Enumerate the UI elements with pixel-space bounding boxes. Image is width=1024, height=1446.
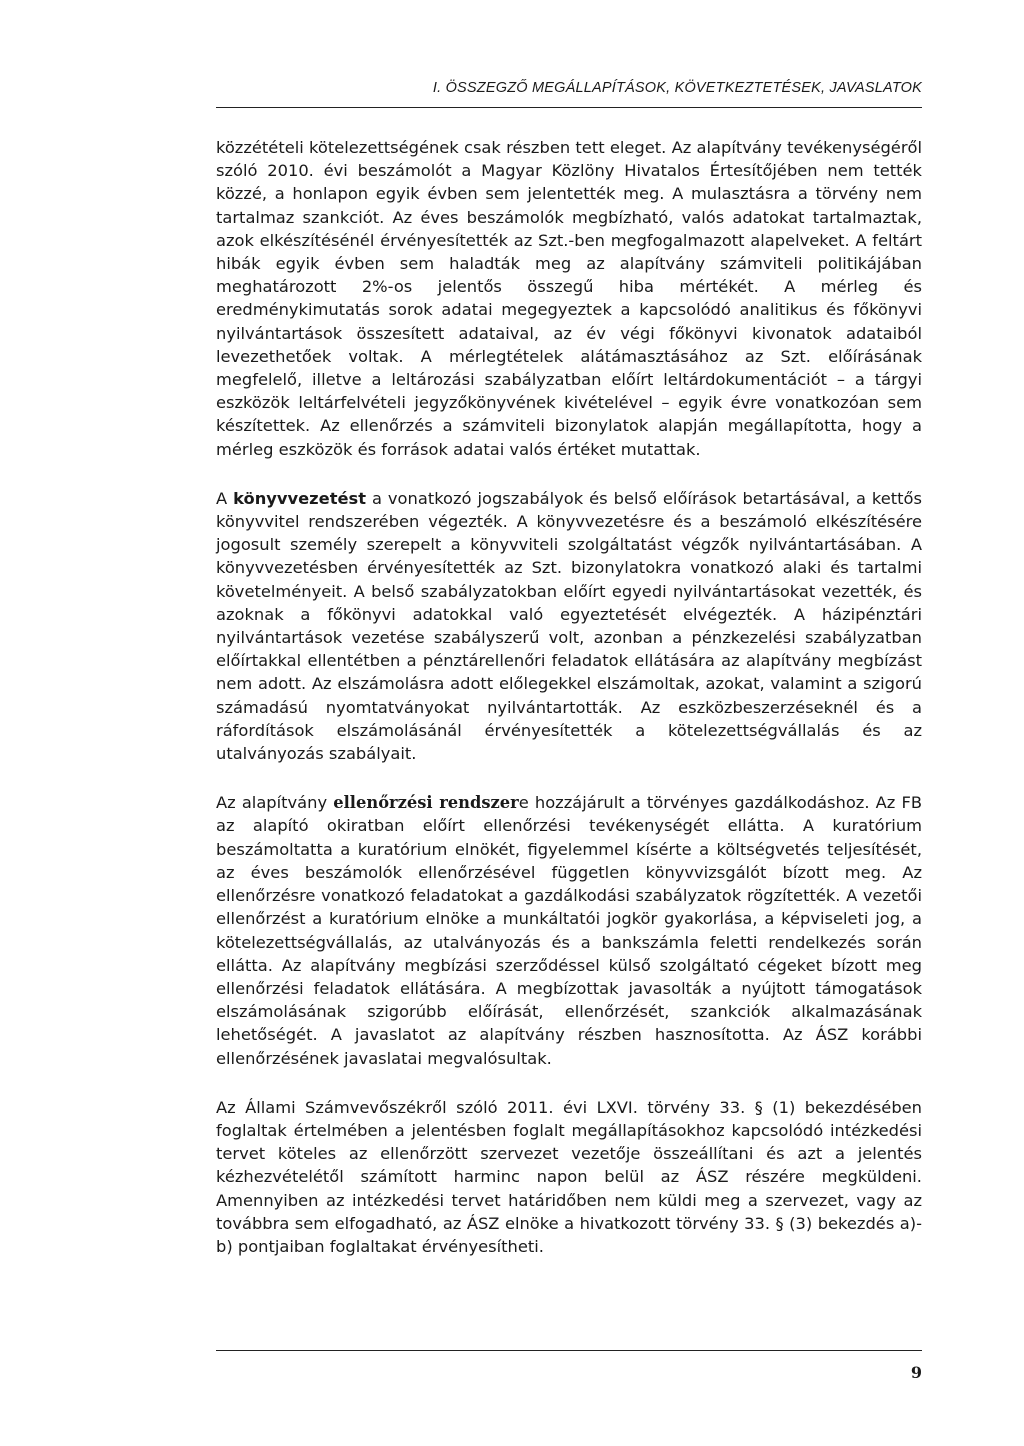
footer-rule (216, 1350, 922, 1351)
page-body (216, 136, 922, 1258)
paragraph-bookkeeping-body: a vonatkozó jogszabályok és belső előírások betartásával, a kettős könyvvitel rendszerében végezték. A könyvvezetésre és a beszámoló elkészítésére jogosult személy szerepelt a könyvviteli szolgáltatást végzők nyilvántartásában. A könyvvezetésben érvényesítették az Szt. bizonylatokra vonatkozó alaki és tartalmi követelményeit. A belső szabályzatokban előírt egyedi nyilvántartásokat vezették, és azoknak a főkönyvi adatokkal való egyeztetését elvégezték. A házipénztári nyilvántartások vezetése szabályszerű volt, azonban a pénzkezelési szabályzatban előírtakkal ellentétben a pénztárellenőri feladatok ellátására az alapítvány megbízást nem adott. Az elszámolásra adott előlegekkel elszámoltak, azokat, valamint a szigorú számadású nyomtatványokat nyilvántartották. Az eszközbeszerzéseknél és a ráfordítások elszámolásánál érvényesítették a kötelezettségvállalás és az utalványozás szabályait. (216, 488, 922, 764)
paragraph-action-plan: Az Állami Számvevőszékről szóló 2011. évi LXVI. törvény 33. § (1) bekezdésében foglaltak értelmében a jelentésben foglalt megállapításokhoz kapcsolódó intézkedési tervet köteles az ellenőrzött szervezet vezetője összeállítani és azt a jelentés kézhezvételétől számított harminc napon belül az ÁSZ részére megküldeni. Amennyiben az intézkedési tervet határidőben nem küldi meg a szervezet, vagy az továbbra sem elfogadható, az ÁSZ elnöke a hivatkozott törvény 33. § (3) bekezdés a)- b) pontjaiban foglaltakat érvényesítheti. (216, 1097, 922, 1256)
term-control-system: ellenőrzési rendszer (333, 793, 519, 813)
paragraph-control-system (216, 791, 922, 1069)
running-header: I. ÖSSZEGZŐ MEGÁLLAPÍTÁSOK, KÖVETKEZTETÉSEK, JAVASLATOK (432, 80, 922, 96)
paragraph-control-system-body: e hozzájárult a törvényes gazdálkodáshoz. Az FB az alapító okiratban előírt ellenőrzési tevékenységét ellátta. A kuratórium beszámoltatta a kuratórium elnökét, figyelemmel kísérte a költségvetés teljesítését, az éves beszámolók ellenőrzésével független könyvvizsgálót bízott meg. Az ellenőrzésre vonatkozó feladatokat a gazdálkodási szabályzatok rögzítették. A vezetői ellenőrzést a kuratórium elnöke a munkáltatói jogkör gyakorlása, a képviseleti jog, a kötelezettségvállalás, az utalványozás és a bankszámla feletti rendelkezés során ellátta. Az alapítvány megbízási szerződéssel külső szolgáltató cégeket bízott meg ellenőrzési feladatok ellátására. A megbízottak javasolták a nyújtott támogatások elszámolásának szigorúbb előírását, ellenőrzését, szankciók alkalmazásának lehetőségét. A javaslatot az alapítvány részben hasznosította. Az ÁSZ korábbi ellenőrzésének javaslatai megvalósultak. (216, 793, 923, 1068)
paragraph-reporting-obligations: közzétételi kötelezettségének csak részben tett eleget. Az alapítvány tevékenységéről szóló 2010. évi beszámolót a Magyar Közlöny Hivatalos Értesítőjében nem tették közzé, a honlapon egyik évben sem jelentették meg. A mulasztásra a törvény nem tartalmaz szankciót. Az éves beszámolók megbízható, valós adatokat tartalmaztak, azok elkészítésénél érvényesítették az Szt.-ben megfogalmazott alapelveket. A feltárt hibák egyik évben sem haladták meg az alapítvány számviteli politikájában meghatározott 2%-os jelentős összegű hiba mértékét. A mérleg és eredménykimutatás sorok adatai megegyeztek a kapcsolódó analitikus és főkönyvi nyilvántartások összesített adataival, az év végi főkönyvi kivonatok adataiból levezethetőek voltak. A mérlegtételek alátámasztásához az Szt. előírásának megfelelő, illetve a leltározási szabályzatban előírt leltárdokumentációt – a tárgyi eszközök leltárfelvételi jegyzőkönyvének kivételével – egyik évre vonatkozóan sem készítettek. Az ellenőrzés a számviteli bizonylatok alapján megállapította, hogy a mérleg eszközök és források adatai valós értéket mutattak. (216, 138, 922, 459)
term-bookkeeping: könyvvezetést (233, 488, 366, 508)
page-number: 9 (910, 1363, 922, 1382)
paragraph-control-system-lead: Az alapítvány (216, 793, 334, 813)
header-rule (216, 107, 922, 108)
paragraph-bookkeeping (216, 487, 922, 765)
paragraph-bookkeeping-lead: A (216, 488, 234, 508)
